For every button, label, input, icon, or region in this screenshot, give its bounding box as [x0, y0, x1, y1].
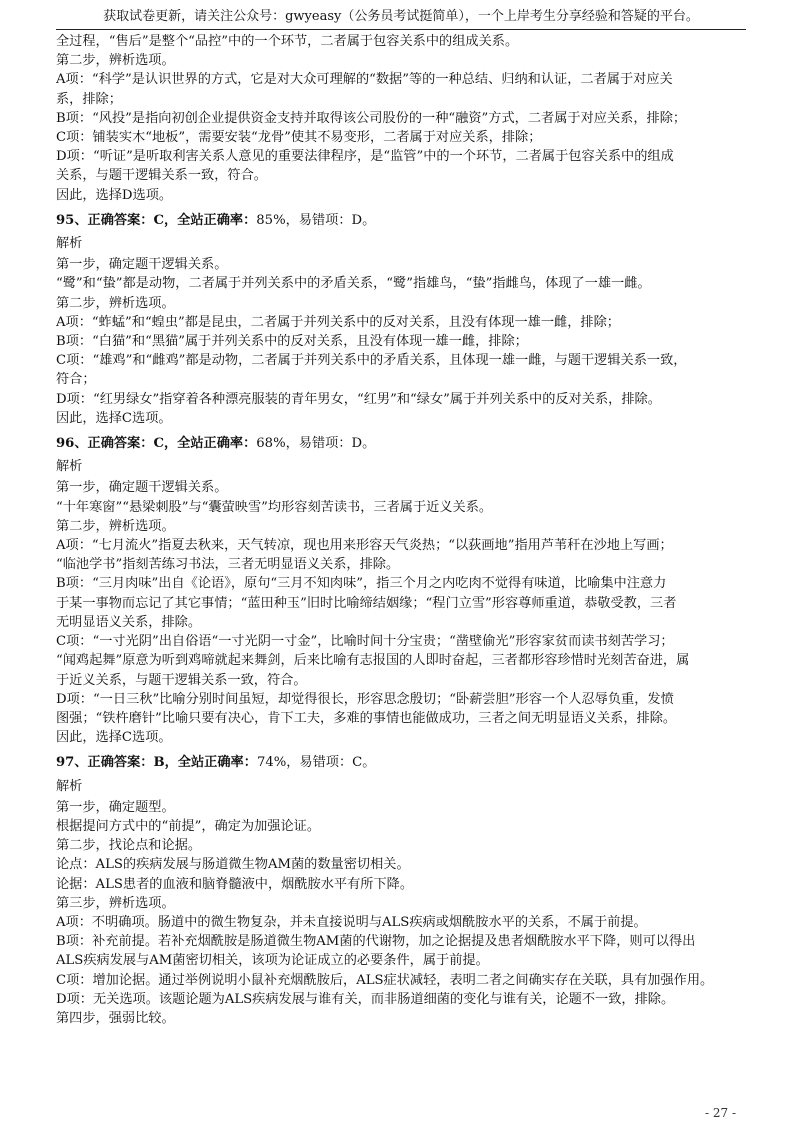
question-96 [56, 434, 746, 747]
text-line: B项：“三月肉味”出自《论语》，原句“三月不知肉味”，指三个月之内吃肉不觉得有味道，比喻集中注意力 [56, 576, 667, 592]
text-line: C项：增加论据。通过举例说明小鼠补充烟酰胺后，ALS症状减轻，表明二者之间确实存在关联，具有加强作用。 [56, 972, 714, 988]
text-line: 论点：ALS的疾病发展与肠道微生物AM菌的数量密切相关。 [56, 857, 410, 873]
text-line: B项：补充前提。若补充烟酰胺是肠道微生物AM菌的代谢物，加之论据提及患者烟酰胺水平下降，则可以得出 [56, 934, 696, 950]
analysis-heading: 解析 [56, 459, 83, 475]
answer-label: 97、正确答案：B，全站正确率： [56, 755, 257, 771]
answer-line [56, 753, 746, 772]
text-line: D项：“一日三秋”比喻分别时间虽短，却觉得很长，形容思念殷切；“卧薪尝胆”形容一个人忍辱负重，发愤 [56, 691, 674, 707]
text-line: “闻鸡起舞”原意为听到鸡啼就起来舞剑，后来比喻有志报国的人即时奋起，三者都形容珍惜时光刻苦奋进，属 [56, 653, 690, 669]
text-line: C项：“雄鸡”和“雌鸡”都是动物，二者属于并列关系中的矛盾关系，且体现一雄一雌，与题干逻辑关系一致， [56, 353, 687, 369]
text-line: 论据：ALS患者的血液和脑脊髓液中，烟酰胺水平有所下降。 [56, 876, 414, 892]
text-line: 第一步，确定题型。 [56, 799, 175, 815]
text-line: “十年寒窗”“悬梁刺股”与“囊萤映雪”均形容刻苦读书，三者属于近义关系。 [56, 499, 493, 515]
text-line: 符合； [56, 372, 96, 388]
text-line: ALS疾病发展与AM菌密切相关，该项为论证成立的必要条件，属于前提。 [56, 953, 489, 969]
text-line: A项：不明确项。肠道中的微生物复杂，并未直接说明与ALS疾病或烟酰胺水平的关系，不属于前提。 [56, 914, 647, 930]
text-line: 于某一事物而忘记了其它事情；“蓝田种玉”旧时比喻缔结姻缘；“程门立雪”形容尊师重道，恭敬受教，三者 [56, 595, 677, 611]
answer-stats: 85%，易错项：D。 [256, 212, 376, 228]
answer-line [56, 434, 746, 453]
answer-line [56, 211, 746, 230]
text-line: D项：无关选项。该题论题为ALS疾病发展与谁有关，而非肠道细菌的变化与谁有关，论题不一致，排除。 [56, 991, 675, 1007]
answer-label: 95、正确答案：C，全站正确率： [56, 212, 257, 228]
page-number: - 27 - [704, 1106, 736, 1120]
text-line: 第四步，强弱比较。 [56, 1010, 175, 1026]
text-line: “鹭”和“蛰”都是动物，二者属于并列关系中的矛盾关系，“鹭”指雄鸟，“蛰”指雌鸟，体现了一雄一雌。 [56, 276, 651, 292]
text-line: D项：“听证”是听取利害关系人意见的重要法律程序，是“监管”中的一个环节，二者属于包容关系中的组成 [56, 149, 674, 165]
text-line: 系，排除； [56, 91, 122, 107]
text-line: 第一步，确定题干逻辑关系。 [56, 257, 228, 273]
text-line: 关系，与题干逻辑关系一致，符合。 [56, 168, 267, 184]
answer-stats: 74%，易错项：C。 [256, 755, 376, 771]
text-line: A项：“七月流火”指夏去秋来，天气转凉，现也用来形容天气炎热；“以荻画地”指用芦苇秆在沙地上写画； [56, 538, 673, 554]
text-line: 第一步，确定题干逻辑关系。 [56, 480, 228, 496]
text-line: 全过程，“售后”是整个“品控”中的一个环节，二者属于包容关系中的组成关系。 [56, 34, 519, 49]
text-line: 第二步，辨析选项。 [56, 53, 175, 69]
text-line: B项：“风投”是指向初创企业提供资金支持并取得该公司股份的一种“融资”方式，二者属于对应关系，排除； [56, 110, 687, 126]
text-line: 第二步，找论点和论据。 [56, 838, 202, 854]
text-line: A项：“科学”是认识世界的方式，它是对大众可理解的“数据”等的一种总结、归纳和认证，二者属于对应关 [56, 72, 673, 88]
text-line: 因此，选择C选项。 [56, 410, 172, 426]
text-line: 因此，选择C选项。 [56, 730, 172, 746]
text-line: D项：“红男绿女”指穿着各种漂亮服装的青年男女，“红男”和“绿女”属于并列关系中的反对关系，排除。 [56, 391, 661, 407]
text-line: 根据提问方式中的“前提”，确定为加强论证。 [56, 818, 321, 834]
text-line: 无明显语义关系，排除。 [56, 614, 202, 630]
text-line: C项：铺装实木“地板”，需要安装“龙骨”使其不易变形，二者属于对应关系，排除； [56, 130, 542, 146]
answer-label: 96、正确答案：C，全站正确率： [56, 436, 257, 452]
text-line: C项：“一寸光阴”出自俗语“一寸光阴一寸金”，比喻时间十分宝贵；“凿壁偷光”形容家贫而读书刻苦学习； [56, 634, 674, 650]
text-line: “临池学书”指刻苦练习书法，三者无明显语义关系，排除。 [56, 557, 400, 573]
text-line: B项：“白猫”和“黑猫”属于并列关系中的反对关系，且没有体现一雄一雌，排除； [56, 334, 528, 350]
text-line: A项：“蚱蜢”和“蝗虫”都是昆虫，二者属于并列关系中的反对关系，且没有体现一雄一雌，排除； [56, 314, 620, 330]
answer-stats: 68%，易错项：D。 [256, 436, 376, 452]
question-95 [56, 211, 746, 428]
text-line: 图强；“铁杵磨针”比喻只要有决心，肯下工夫，多难的事情也能做成功，三者之间无明显语义关系，排除。 [56, 710, 677, 726]
question-97 [56, 753, 746, 1028]
page-header: 获取试卷更新，请关注公众号：gwyeasy（公务员考试挺简单），一个上岸考生分享经验和答疑的平台。 [56, 6, 746, 30]
text-line: 第三步，辨析选项。 [56, 895, 175, 911]
analysis-heading: 解析 [56, 236, 83, 252]
text-line: 因此，选择D选项。 [56, 187, 173, 203]
question-94-continuation [56, 32, 746, 205]
text-line: 第二步，辨析选项。 [56, 295, 175, 311]
text-line: 第二步，辨析选项。 [56, 518, 175, 534]
analysis-heading: 解析 [56, 778, 83, 794]
text-line: 于近义关系，与题干逻辑关系一致，符合。 [56, 672, 307, 688]
